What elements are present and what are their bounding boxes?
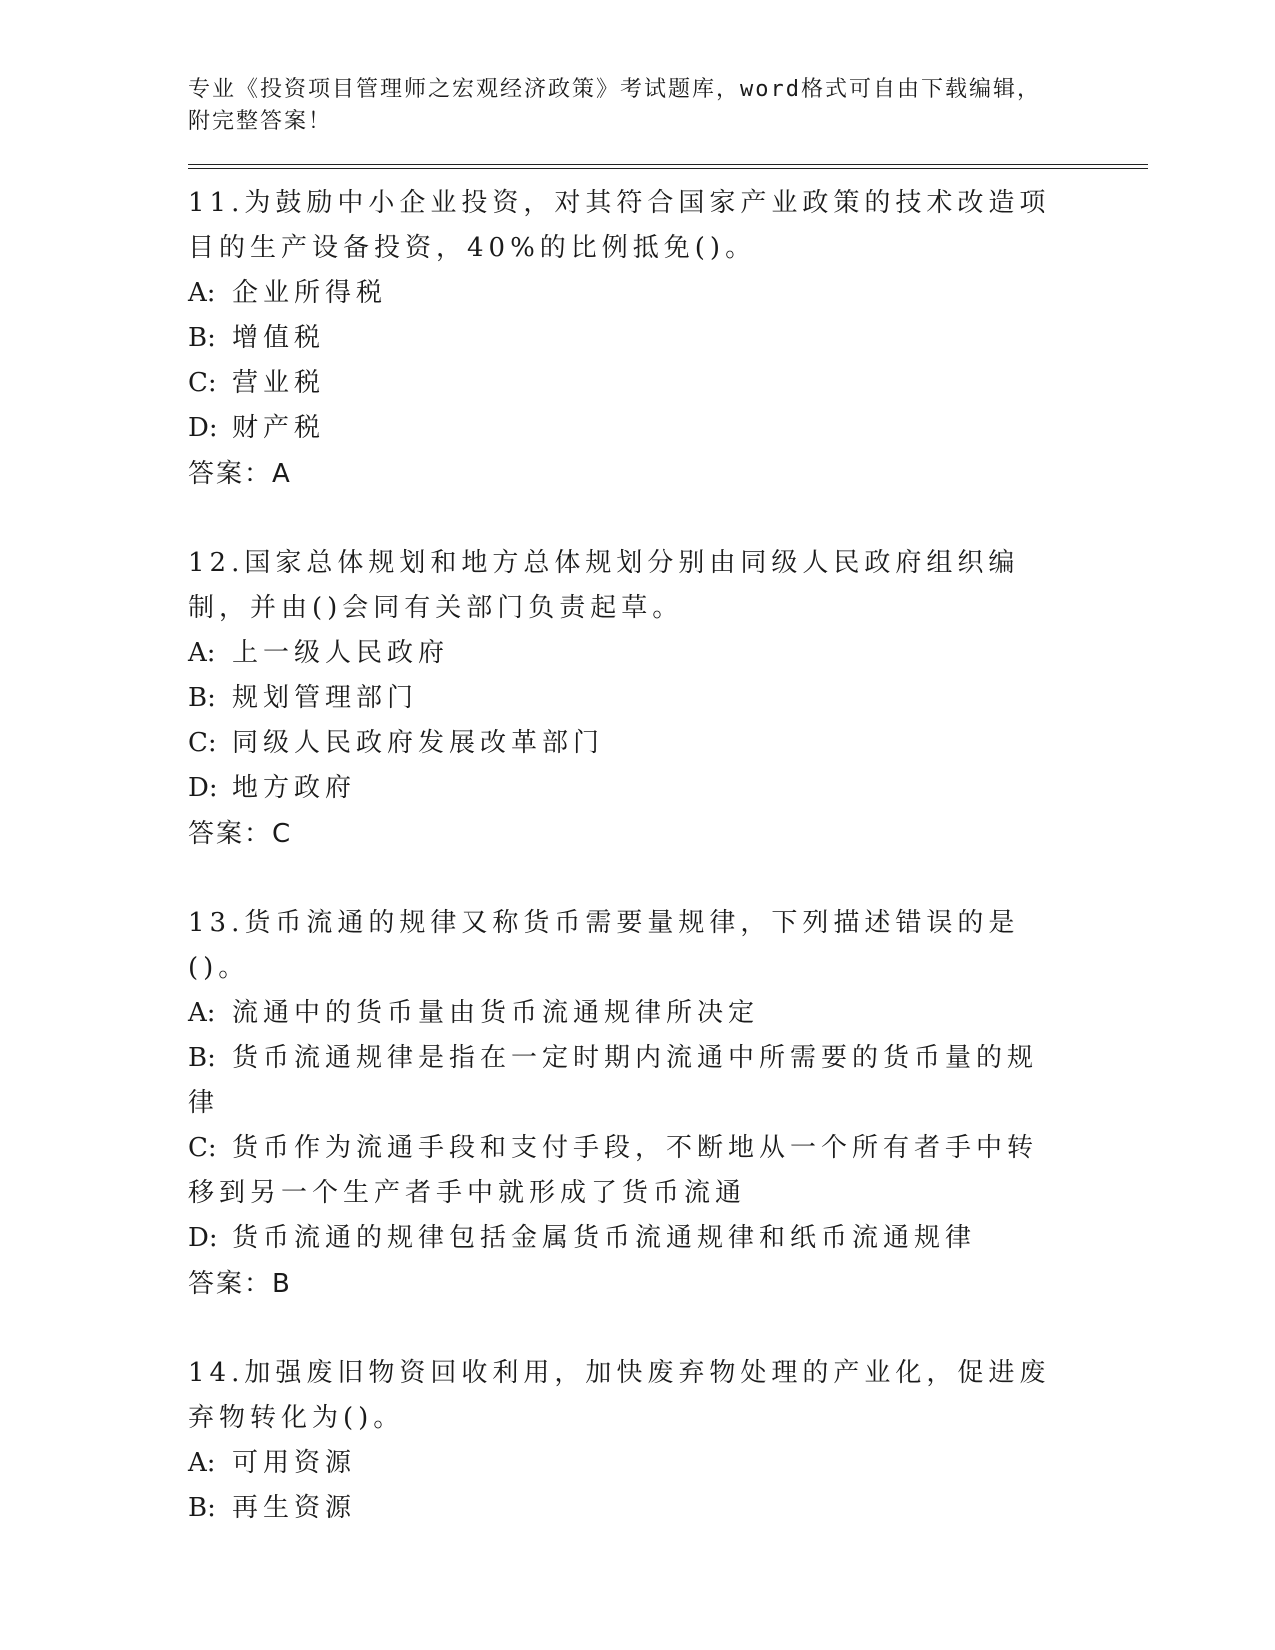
option-key: C:: [188, 728, 217, 758]
option-text: 货币作为流通手段和支付手段，不断地从一个所有者手中转移到另一个生产者手中就形成了货币流通: [188, 1133, 1039, 1208]
question-11: [188, 181, 1148, 497]
option-b: [188, 316, 1068, 361]
option-c: [188, 1126, 1068, 1216]
option-key: C:: [188, 1133, 217, 1163]
answer-line: 答案：B: [188, 1269, 292, 1299]
option-key: B:: [188, 1493, 216, 1523]
option-text: 同级人民政府发展改革部门: [232, 728, 605, 758]
option-key: C:: [188, 368, 217, 398]
option-d: [188, 406, 1068, 451]
option-text: 财产税: [232, 413, 326, 443]
question-list: [188, 181, 1148, 1531]
option-text: 货币流通规律是指在一定时期内流通中所需要的货币量的规律: [188, 1043, 1039, 1118]
question-stem: 12.国家总体规划和地方总体规划分别由同级人民政府组织编制，并由()会同有关部门负责起草。: [188, 548, 1020, 623]
option-text: 上一级人民政府: [232, 638, 450, 668]
option-text: 流通中的货币量由货币流通规律所决定: [232, 998, 760, 1028]
option-text: 货币流通的规律包括金属货币流通规律和纸币流通规律: [232, 1223, 977, 1253]
option-b: [188, 1486, 1068, 1531]
option-a: [188, 271, 1068, 316]
question-13: [188, 901, 1148, 1307]
answer-line: 答案：A: [188, 459, 292, 489]
option-key: B:: [188, 323, 216, 353]
option-d: [188, 1216, 1068, 1261]
option-key: D:: [188, 773, 218, 803]
question-stem: 13.货币流通的规律又称货币需要量规律，下列描述错误的是()。: [188, 908, 1020, 983]
option-text: 营业税: [232, 368, 326, 398]
option-text: 规划管理部门: [232, 683, 419, 713]
option-key: B:: [188, 1043, 216, 1073]
option-text: 增值税: [232, 323, 326, 353]
question-12: [188, 541, 1148, 857]
option-a: [188, 1441, 1068, 1486]
question-stem: 14.加强废旧物资回收利用，加快废弃物处理的产业化，促进废弃物转化为()。: [188, 1358, 1051, 1433]
option-key: A:: [188, 998, 216, 1028]
option-key: A:: [188, 638, 216, 668]
option-text: 再生资源: [232, 1493, 357, 1523]
option-key: A:: [188, 278, 216, 308]
document-page: [188, 74, 1148, 1575]
option-a: [188, 991, 1068, 1036]
header-divider: [188, 164, 1148, 169]
option-a: [188, 631, 1068, 676]
option-text: 企业所得税: [232, 278, 388, 308]
option-c: [188, 361, 1068, 406]
option-text: 地方政府: [232, 773, 357, 803]
document-header: [188, 74, 1148, 138]
option-key: A:: [188, 1448, 216, 1478]
option-key: D:: [188, 413, 218, 443]
option-key: B:: [188, 683, 216, 713]
header-line-2: 附完整答案！: [188, 109, 333, 134]
option-key: D:: [188, 1223, 218, 1253]
question-stem: 11.为鼓励中小企业投资，对其符合国家产业政策的技术改造项目的生产设备投资，40%的比例抵免()。: [188, 188, 1051, 263]
option-b: [188, 676, 1068, 721]
answer-line: 答案：C: [188, 819, 293, 849]
option-d: [188, 766, 1068, 811]
header-line-1: 专业《投资项目管理师之宏观经济政策》考试题库，word格式可自由下载编辑，: [188, 77, 1041, 102]
option-text: 可用资源: [232, 1448, 357, 1478]
option-c: [188, 721, 1068, 766]
option-b: [188, 1036, 1068, 1126]
question-14: [188, 1351, 1148, 1531]
